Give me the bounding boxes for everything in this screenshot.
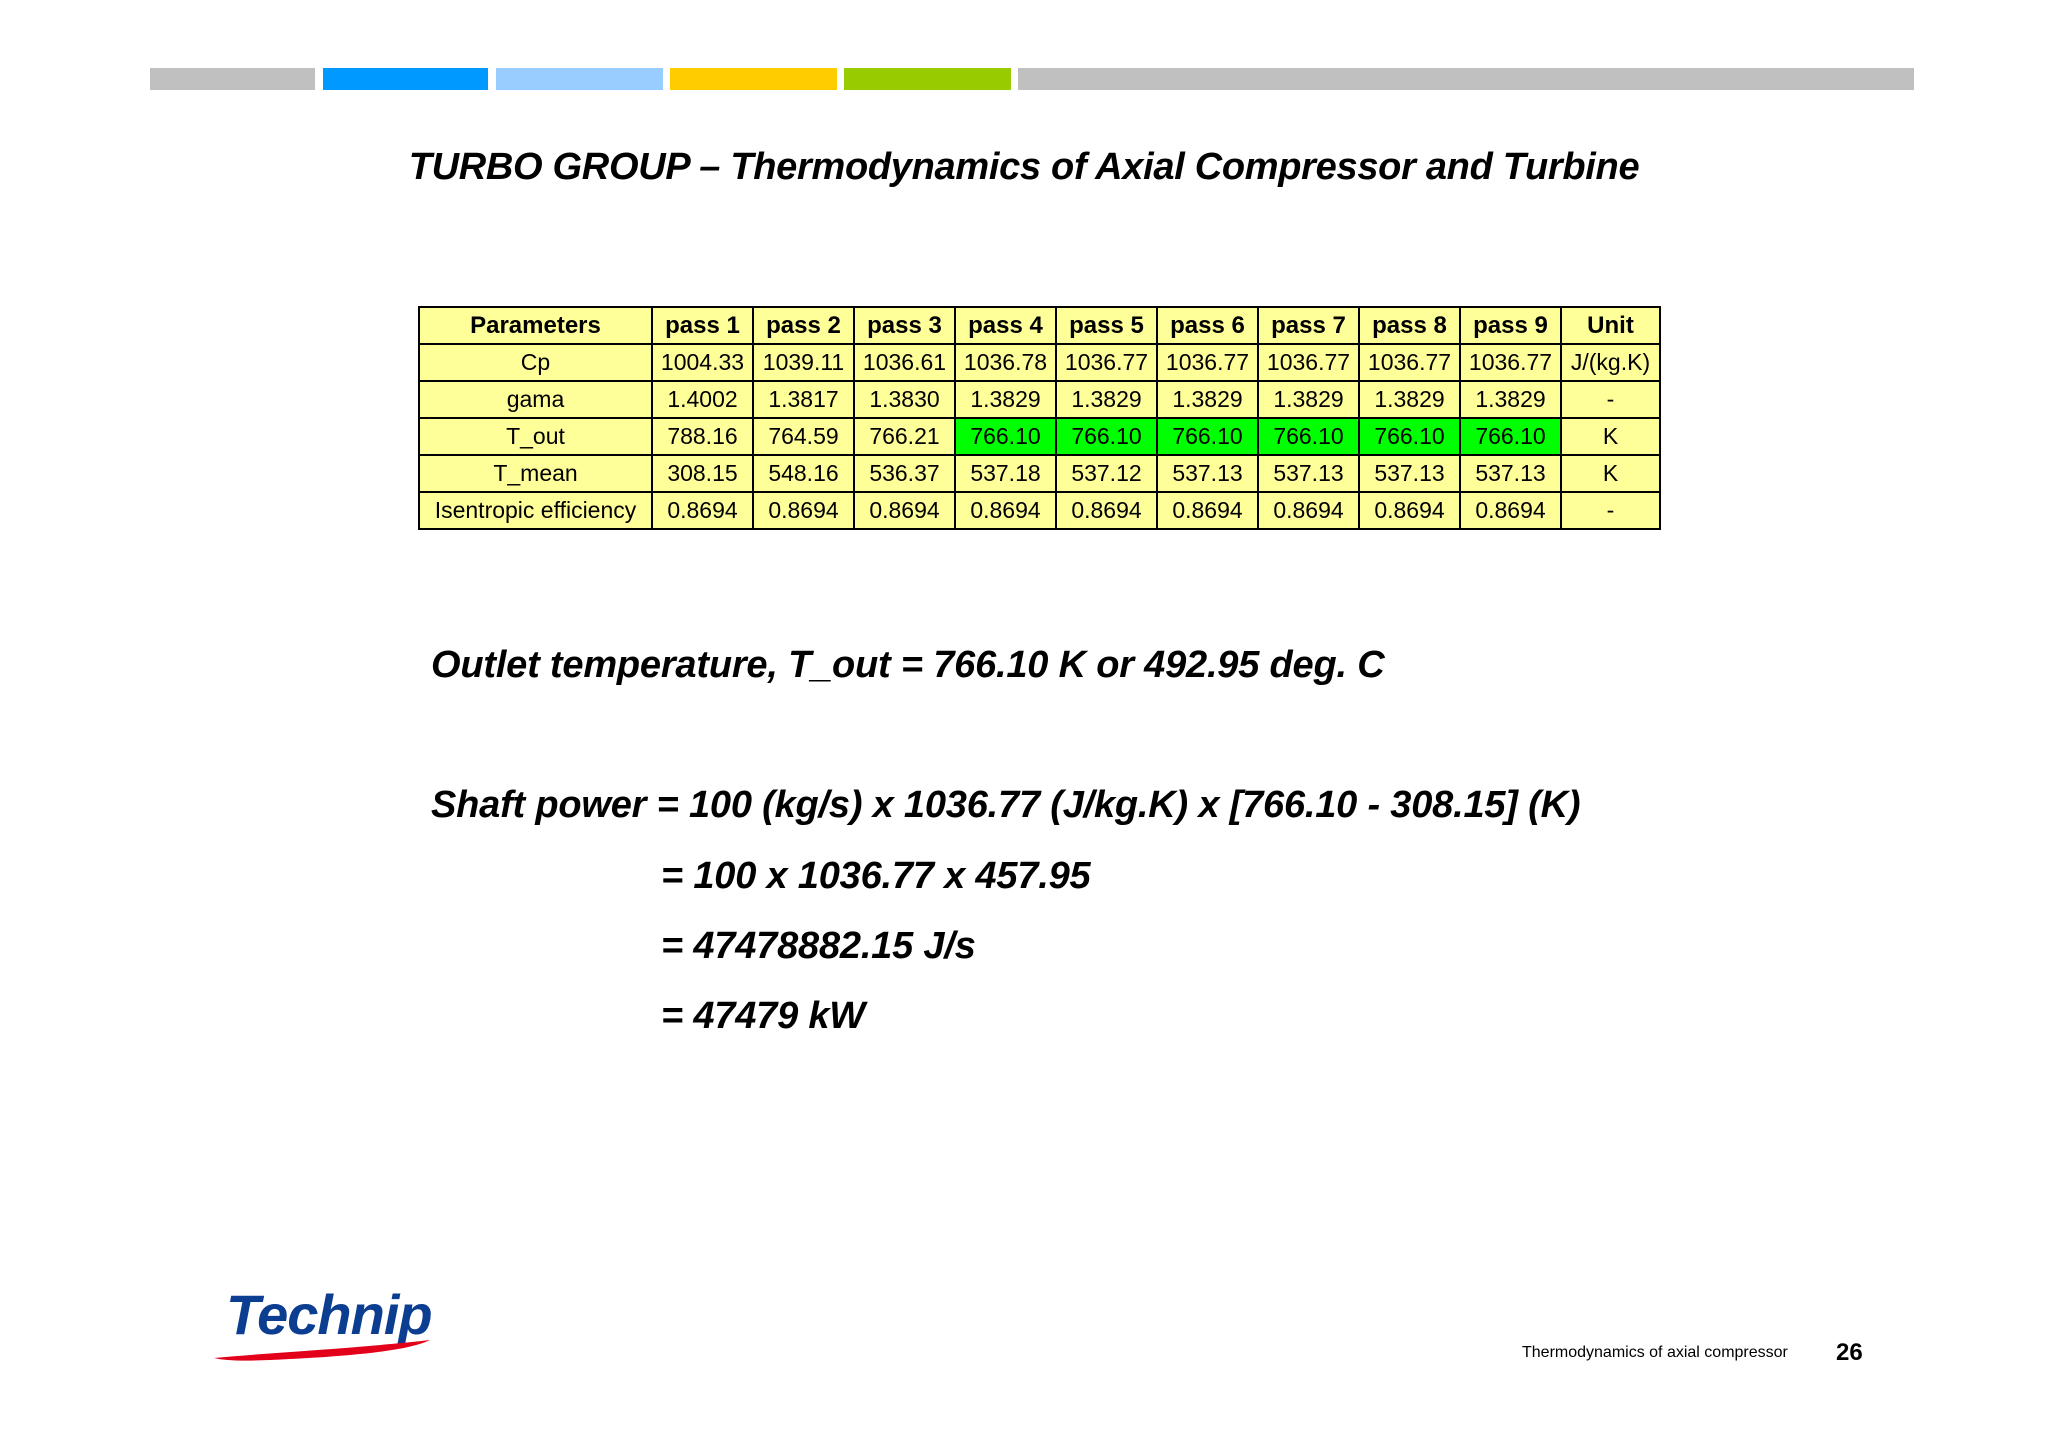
shaft-power-line-4: = 47479 kW (661, 995, 865, 1037)
table-cell: - (1561, 381, 1660, 418)
slide-title: TURBO GROUP – Thermodynamics of Axial Compressor and Turbine (408, 146, 1640, 188)
table-cell: J/(kg.K) (1561, 344, 1660, 381)
table-cell: 1039.11 (753, 344, 854, 381)
table-cell-highlighted: 766.10 (1460, 418, 1561, 455)
table-cell: 1.3829 (1056, 381, 1157, 418)
table-row-cp (419, 344, 1660, 381)
table-cell: 1036.77 (1258, 344, 1359, 381)
table-cell: 1036.61 (854, 344, 955, 381)
table-cell: 0.8694 (1258, 492, 1359, 529)
table-cell: 1036.78 (955, 344, 1056, 381)
table-cell: 1036.77 (1056, 344, 1157, 381)
table-cell: 0.8694 (1056, 492, 1157, 529)
table-cell: 1.3830 (854, 381, 955, 418)
outlet-temperature-line: Outlet temperature, T_out = 766.10 K or 492.95 deg. C (431, 644, 1385, 686)
shaft-power-line-2: = 100 x 1036.77 x 457.95 (661, 855, 1091, 897)
header-cell: pass 8 (1359, 307, 1460, 344)
header-cell: pass 7 (1258, 307, 1359, 344)
table-cell: 764.59 (753, 418, 854, 455)
table-cell: 537.13 (1157, 455, 1258, 492)
table-cell: 537.12 (1056, 455, 1157, 492)
table-header-row (419, 307, 1660, 344)
table-cell: gama (419, 381, 652, 418)
table-cell: 1004.33 (652, 344, 753, 381)
table-cell: 1.3829 (1460, 381, 1561, 418)
table-cell: 1.4002 (652, 381, 753, 418)
header-cell: pass 3 (854, 307, 955, 344)
table-cell: 537.13 (1359, 455, 1460, 492)
table-cell: 1.3817 (753, 381, 854, 418)
table-cell: 1.3829 (955, 381, 1056, 418)
table-cell: 308.15 (652, 455, 753, 492)
header-cell: pass 6 (1157, 307, 1258, 344)
table-cell: 0.8694 (854, 492, 955, 529)
table-cell: 788.16 (652, 418, 753, 455)
header-bar-1 (150, 68, 315, 90)
header-cell: Unit (1561, 307, 1660, 344)
header-cell: pass 9 (1460, 307, 1561, 344)
table-cell: Isentropic efficiency (419, 492, 652, 529)
table-cell-highlighted: 766.10 (1258, 418, 1359, 455)
table-cell: 0.8694 (753, 492, 854, 529)
logo-swoosh-icon (210, 1334, 440, 1364)
technip-logo (210, 1282, 450, 1362)
header-cell: pass 5 (1056, 307, 1157, 344)
logo-wordmark: Technip (226, 1283, 432, 1346)
header-cell: Parameters (419, 307, 652, 344)
table-cell: 0.8694 (1157, 492, 1258, 529)
header-bar-6 (1018, 68, 1914, 90)
table-cell: Cp (419, 344, 652, 381)
table-cell: - (1561, 492, 1660, 529)
table-cell: K (1561, 455, 1660, 492)
table-cell: 0.8694 (652, 492, 753, 529)
table-cell-highlighted: 766.10 (955, 418, 1056, 455)
table-cell: 1.3829 (1359, 381, 1460, 418)
table-cell: 1036.77 (1157, 344, 1258, 381)
table-row-t-out (419, 418, 1660, 455)
table-cell: T_mean (419, 455, 652, 492)
parameters-table (418, 306, 1661, 530)
table-cell: 548.16 (753, 455, 854, 492)
header-bar-2 (323, 68, 488, 90)
shaft-power-line-3: = 47478882.15 J/s (661, 925, 976, 967)
table-cell: 1036.77 (1359, 344, 1460, 381)
table-cell: 536.37 (854, 455, 955, 492)
table-cell: T_out (419, 418, 652, 455)
table-cell-highlighted: 766.10 (1157, 418, 1258, 455)
table-cell: 0.8694 (955, 492, 1056, 529)
table-cell-highlighted: 766.10 (1056, 418, 1157, 455)
table-cell: 1036.77 (1460, 344, 1561, 381)
table-cell: 766.21 (854, 418, 955, 455)
header-cell: pass 1 (652, 307, 753, 344)
header-cell: pass 2 (753, 307, 854, 344)
header-bar-4 (670, 68, 837, 90)
table-cell: 537.18 (955, 455, 1056, 492)
header-bar-5 (844, 68, 1011, 90)
header-cell: pass 4 (955, 307, 1056, 344)
page-number: 26 (1836, 1339, 1863, 1366)
footer-caption: Thermodynamics of axial compressor (1522, 1344, 1788, 1361)
table-row-t-mean (419, 455, 1660, 492)
shaft-power-line-1: Shaft power = 100 (kg/s) x 1036.77 (J/kg.K) x [766.10 - 308.15] (K) (431, 784, 1581, 826)
table-cell: 1.3829 (1157, 381, 1258, 418)
table-cell: K (1561, 418, 1660, 455)
table-cell: 0.8694 (1460, 492, 1561, 529)
table-cell-highlighted: 766.10 (1359, 418, 1460, 455)
table-row-isentropic-efficiency (419, 492, 1660, 529)
table-cell: 0.8694 (1359, 492, 1460, 529)
header-bar-3 (496, 68, 663, 90)
table-cell: 537.13 (1460, 455, 1561, 492)
table-cell: 1.3829 (1258, 381, 1359, 418)
table-cell: 537.13 (1258, 455, 1359, 492)
table-row-gama (419, 381, 1660, 418)
